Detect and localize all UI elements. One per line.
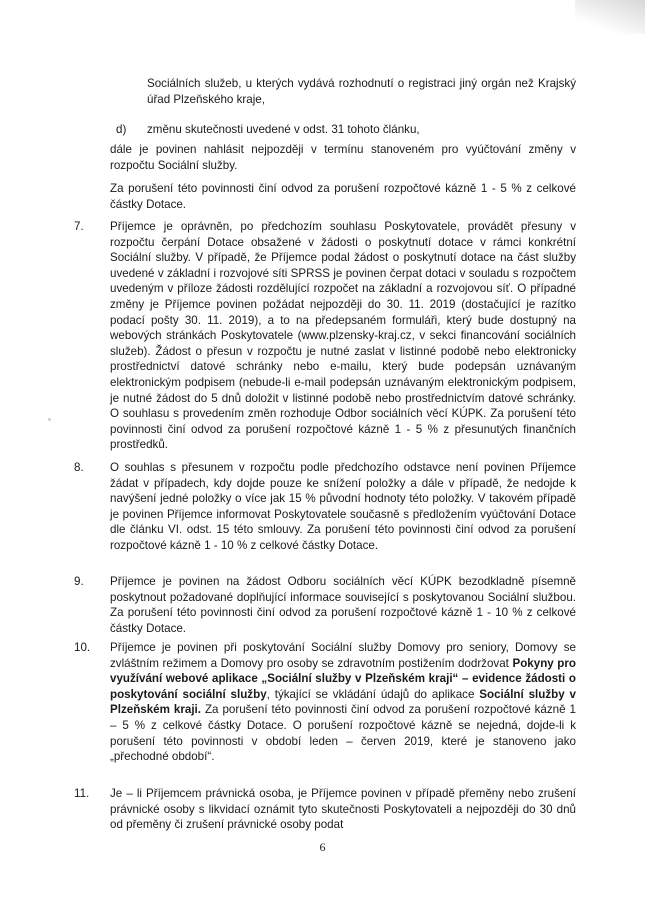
item-text-bold: Sociální služby v Plzeňském kraji.	[110, 687, 576, 717]
penalty-text: Za porušení této povinnosti činí odvod za porušení rozpočtové kázně 1 - 5 % z celkové částky Dotace.	[110, 182, 576, 211]
item-text: Příjemce je oprávněn, po předchozím souhlasu Poskytovatele, provádět přesuny v rozpočtu čerpání Dotace obsažené v žádosti o poskytnutí dotace v rámci konkrétní Sociální služby. V případě, že Příjemce podal žádost o poskytnutí dotace na část služby uvedené v základní i rozvojové síti SPRSS je povinen čerpat dotaci v souladu s rozpočtem uvedeným v příloze žádosti rozdělující rozpočet na základní a rozvojovou síť. O případné změny je Příjemce povinen požádat nejpozději do 30. 11. 2019 (dostačující je razítko podací pošty 30. 11. 2019), a to na předepsaném formuláři, který bude dostupný na webových stránkách Poskytovatele (www.plzensky-kraj.cz, v sekci financování sociálních služeb). Žádost o přesun v rozpočtu je nutné zaslat v listinné podobě nebo elektronicky prostřednictví datové schránky nebo e-mailu, který bude podepsán uznávaným elektronickým podpisem (nebude-li e-mail podepsán uznávaným elektronickým podpisem, je nutné žádost do 5 dnů doložit v listinné podobě nebo prostřednictvím datové schránky. O souhlasu s provedením změn rozhoduje Odbor sociálních věcí KÚPK. Za porušení této povinnosti činí odvod za porušení rozpočtové kázně 1 - 5 % z přesunutých finančních prostředků.	[110, 220, 576, 452]
numbered-item-11	[74, 786, 576, 833]
list-item-label: d)	[116, 123, 127, 136]
item-text	[110, 640, 576, 765]
list-item-d	[116, 122, 576, 138]
item-number: 10.	[74, 641, 91, 654]
numbered-item-10	[74, 640, 576, 765]
item-number: 9.	[74, 575, 84, 588]
item-text-part: Za porušení této povinnosti činí odvod za porušení rozpočtové kázně 1 – 5 % z celkové částky Dotace. O porušení rozpočtové kázně se nejedná, dojde-li k porušení této povinnosti v období leden – červen 2019, které je stanoveno jako „přechodné období“.	[110, 703, 576, 764]
item-text: O souhlas s přesunem v rozpočtu podle předchozího odstavce není povinen Příjemce žádat v případech, kdy dojde pouze ke snížení položky a dále v případě, že nedojde k navýšení jedné položky o více jak 15 % původní hodnoty této položky. V takovém případě je povinen Příjemce informovat Poskytovatele současně s předložením vyúčtování Dotace dle článku VI. odst. 15 této smlouvy. Za porušení této povinnosti činí odvod za porušení rozpočtové kázně 1 - 10 % z celkové částky Dotace.	[110, 461, 576, 552]
after-list-paragraph	[110, 142, 576, 173]
item-text-bold: Pokyny pro využívání webové aplikace „Sociální služby v Plzeňském kraji“ – evidence žádosti o poskytování sociální služby	[110, 656, 576, 701]
item-number: 8.	[74, 461, 84, 474]
numbered-item-8	[74, 460, 576, 554]
item-text-part: Příjemce je povinen při poskytování Sociální služby Domovy pro seniory, Domovy se zvláštním režimem a Domovy pro osoby se zdravotním postižením dodržovat	[110, 641, 576, 670]
numbered-item-7	[74, 219, 576, 453]
continuation-paragraph	[147, 76, 576, 107]
page-number: 6	[319, 840, 326, 854]
scan-shadow	[575, 0, 645, 34]
penalty-paragraph	[110, 181, 576, 212]
item-number: 7.	[74, 220, 84, 233]
item-text: Příjemce je povinen na žádost Odboru sociálních věcí KÚPK bezodkladně písemně poskytnout požadované doplňující informace související s poskytovanou Sociální službou. Za porušení této povinnosti činí odvod za porušení rozpočtové kázně 1 - 10 % z celkové částky Dotace.	[110, 575, 576, 635]
scan-speck	[48, 418, 51, 421]
continuation-text: Sociálních služeb, u kterých vydává rozhodnutí o registraci jiný orgán než Krajský úřad Plzeňského kraje,	[147, 77, 576, 106]
after-list-text: dále je povinen nahlásit nejpozději v termínu stanoveném pro vyúčtování změny v rozpočtu Sociální služby.	[110, 143, 576, 172]
item-number: 11.	[74, 787, 90, 800]
item-text-part: , týkající se vkládání údajů do aplikace	[266, 687, 480, 701]
numbered-item-9	[74, 574, 576, 636]
list-item-text: změnu skutečnosti uvedené v odst. 31 tohoto článku,	[147, 123, 420, 136]
item-text: Je – li Příjemcem právnická osoba, je Příjemce povinen v případě přeměny nebo zrušení právnické osoby s likvidací oznámit tyto skutečnosti Poskytovateli a nejpozději do 30 dnů od přeměny či zrušení právnické osoby podat	[110, 787, 576, 832]
